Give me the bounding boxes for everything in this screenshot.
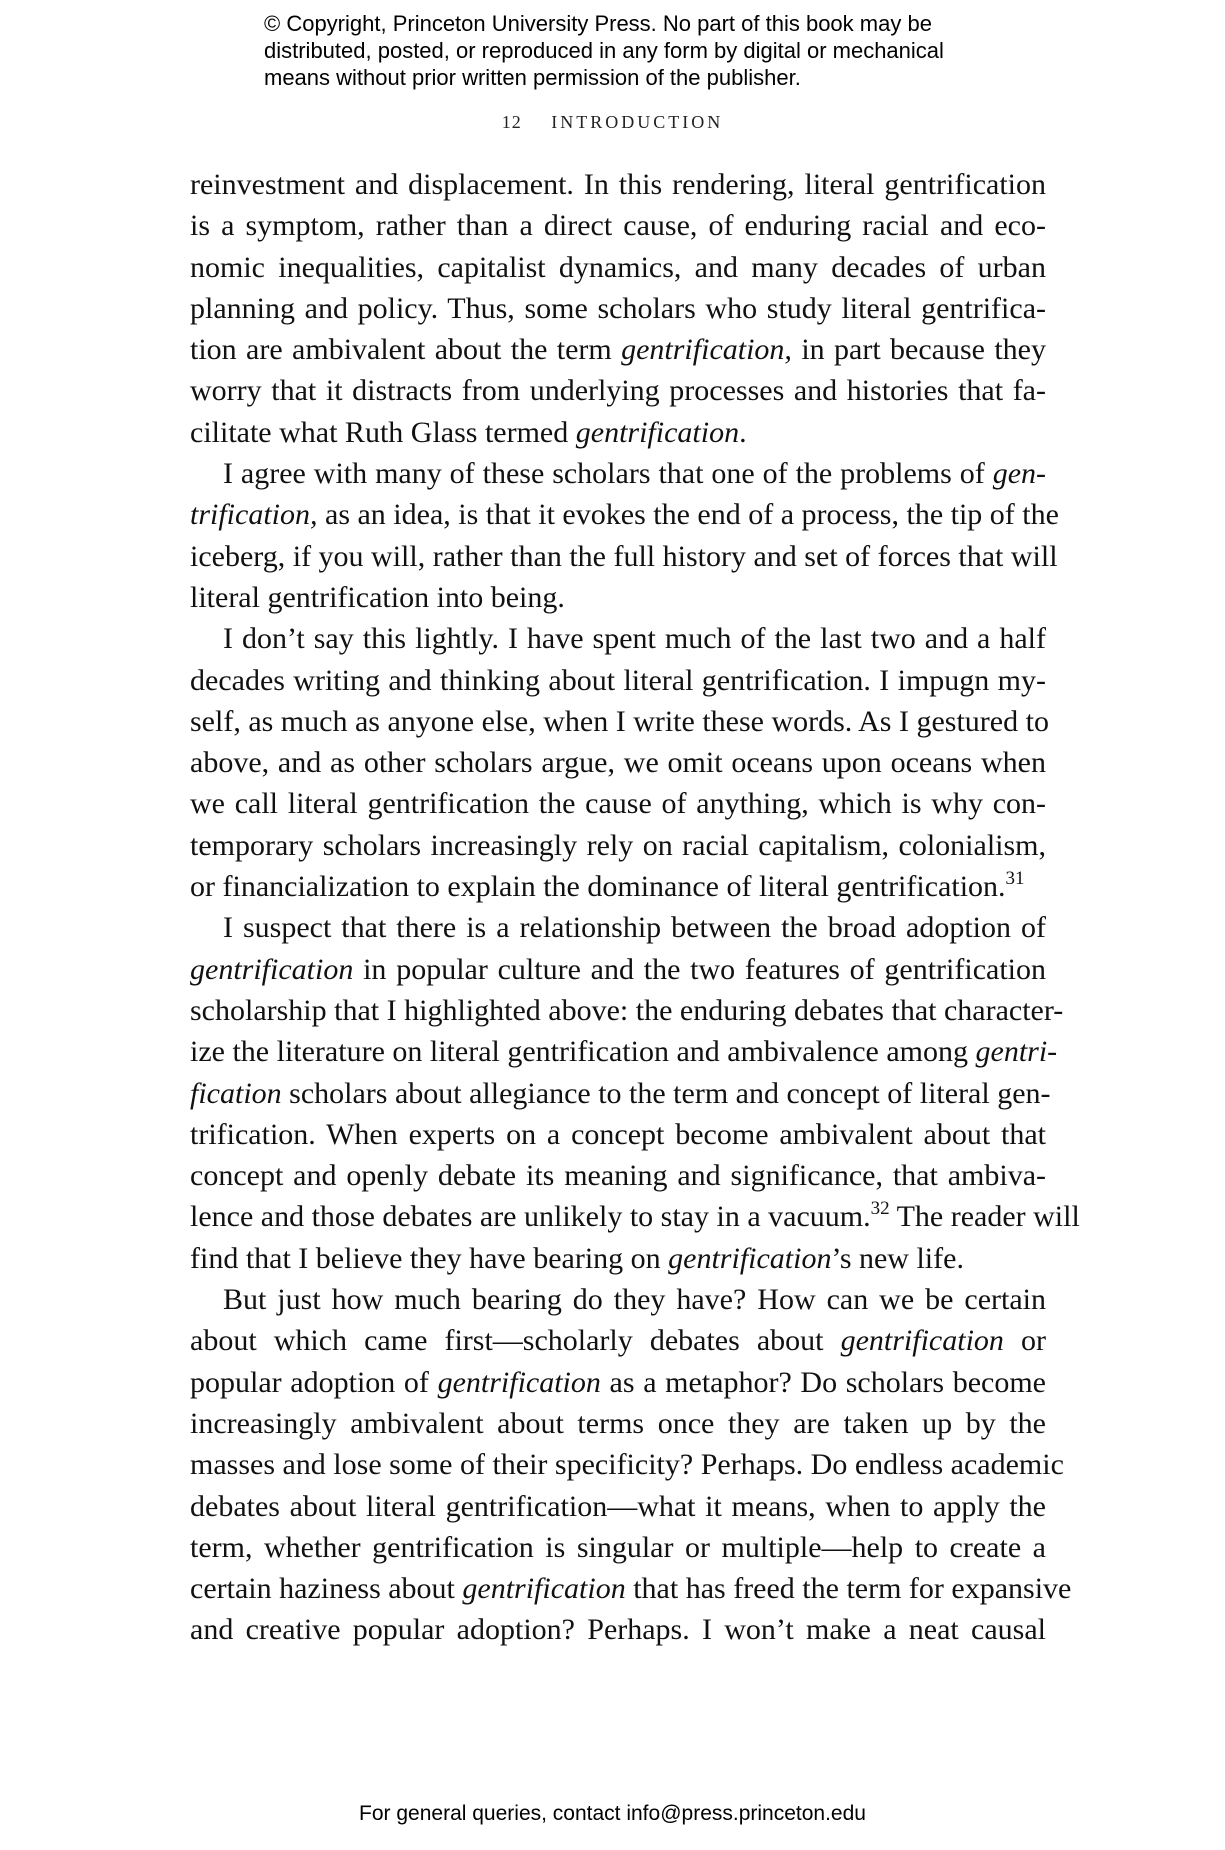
text-line: planning and policy. Thus, some scholars who study literal gentrifica- [190, 291, 1046, 325]
text-line: above, and as other scholars argue, we omit oceans upon oceans when [190, 746, 1046, 780]
text-line: we call literal gentrification the cause of anything, which is why con- [190, 787, 1046, 821]
text-line: certain haziness about gentrification that has freed the term for expansive [190, 1572, 1072, 1606]
text-line: is a symptom, rather than a direct cause, of enduring racial and eco- [190, 209, 1046, 243]
text-line: cilitate what Ruth Glass termed gentrification. [190, 415, 747, 449]
text-line: self, as much as anyone else, when I write these words. As I gestured to [190, 704, 1049, 738]
text-line: ize the literature on literal gentrification and ambivalence among gentri- [190, 1035, 1058, 1069]
text-line: term, whether gentrification is singular or multiple—help to create a [190, 1530, 1046, 1564]
text-line: tion are ambivalent about the term gentrification, in part because they [190, 333, 1046, 367]
footnote-ref: 31 [1005, 868, 1025, 890]
text-line: popular adoption of gentrification as a metaphor? Do scholars become [190, 1365, 1046, 1399]
text-line: fication scholars about allegiance to the term and concept of literal gen- [190, 1076, 1051, 1110]
text-line: trification. When experts on a concept become ambivalent about that [190, 1117, 1046, 1151]
footnote-ref: 32 [870, 1198, 890, 1220]
body-text [190, 164, 1080, 1651]
copyright-line: means without prior written permission of the publisher. [264, 65, 801, 90]
text-line: masses and lose some of their specificity? Perhaps. Do endless academic [190, 1448, 1064, 1482]
page-number: 12 [501, 112, 522, 132]
text-line: lence and those debates are unlikely to stay in a vacuum.$^{32}$ The reader will [190, 1198, 1080, 1234]
section-title: INTRODUCTION [551, 112, 724, 132]
text-line: literal gentrification into being. [190, 580, 565, 614]
text-line: I agree with many of these scholars that one of the problems of gen- [223, 457, 1046, 491]
text-line: iceberg, if you will, rather than the full history and set of forces that will [190, 539, 1058, 573]
text-line: find that I believe they have bearing on gentrification’s new life. [190, 1241, 964, 1275]
text-line: increasingly ambivalent about terms once they are taken up by the [190, 1406, 1046, 1440]
text-line: trification, as an idea, is that it evokes the end of a process, the tip of the [190, 498, 1059, 532]
text-line: debates about literal gentrification—what it means, when to apply the [190, 1489, 1046, 1523]
running-head [0, 112, 1225, 133]
copyright-notice [264, 10, 984, 91]
copyright-line: © Copyright, Princeton University Press. No part of this book may be [264, 11, 932, 36]
text-line: decades writing and thinking about literal gentrification. I impugn my- [190, 663, 1046, 697]
text-line: I suspect that there is a relationship between the broad adoption of [223, 911, 1046, 945]
footer-contact: For general queries, contact info@press.princeton.edu [359, 1802, 866, 1825]
text-line: temporary scholars increasingly rely on racial capitalism, colonialism, [190, 828, 1046, 862]
text-line: and creative popular adoption? Perhaps. I won’t make a neat causal [190, 1613, 1046, 1647]
copyright-line: distributed, posted, or reproduced in any form by digital or mechanical [264, 38, 944, 63]
text-line: about which came first—scholarly debates about gentrification or [190, 1324, 1046, 1358]
text-line: I don’t say this lightly. I have spent much of the last two and a half [223, 622, 1046, 656]
text-line: worry that it distracts from underlying processes and histories that fa- [190, 374, 1046, 408]
text-line: scholarship that I highlighted above: the enduring debates that character- [190, 993, 1064, 1027]
text-line: or financialization to explain the dominance of literal gentrification.$^{31}$ [190, 868, 1025, 904]
text-line: But just how much bearing do they have? How can we be certain [223, 1283, 1046, 1317]
text-line: gentrification in popular culture and the two features of gentrification [190, 952, 1046, 986]
text-line: concept and openly debate its meaning and significance, that ambiva- [190, 1159, 1046, 1193]
text-line: reinvestment and displacement. In this rendering, literal gentrification [190, 168, 1046, 201]
text-line: nomic inequalities, capitalist dynamics, and many decades of urban [190, 250, 1046, 284]
